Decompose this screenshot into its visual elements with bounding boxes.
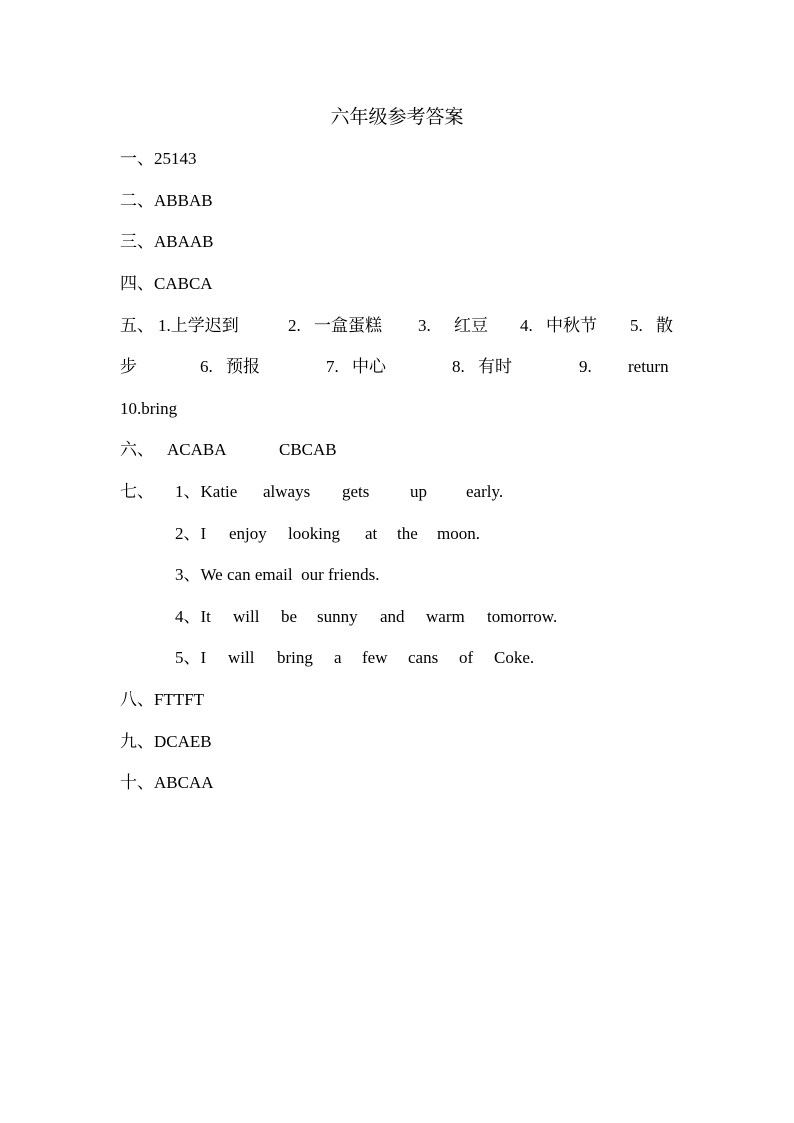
section-5-number: 五、 xyxy=(120,316,154,335)
section-8 xyxy=(120,688,204,712)
sentence-word: 2、I xyxy=(175,524,207,543)
section-7-number: 七、 xyxy=(120,482,154,501)
section-7-sentence-5 xyxy=(120,646,580,670)
section-4-number: 四、 xyxy=(120,274,154,293)
sentence-word: up xyxy=(410,482,427,501)
sentence-word: and xyxy=(380,607,405,626)
section-5-item: 散 xyxy=(656,316,673,335)
section-2 xyxy=(120,189,213,213)
section-7-sentence-2 xyxy=(120,522,540,546)
section-1-answer: 25143 xyxy=(154,149,197,168)
section-3-number: 三、 xyxy=(120,232,154,251)
section-5-item: 7. xyxy=(326,357,339,376)
section-4 xyxy=(120,272,213,296)
sentence-word: moon. xyxy=(437,524,480,543)
section-5-item: 9. xyxy=(579,357,592,376)
section-5-line-3 xyxy=(120,397,177,421)
section-6-answer-b: CBCAB xyxy=(279,440,337,459)
section-5-item: 中心 xyxy=(352,357,386,376)
section-1-number: 一、 xyxy=(120,149,154,168)
section-6-number: 六、 xyxy=(120,440,154,459)
section-8-number: 八、 xyxy=(120,690,154,709)
sentence-word: a xyxy=(334,648,342,667)
section-5-item: 10.bring xyxy=(120,399,178,418)
sentence-word: of xyxy=(459,648,474,667)
section-5-item: 预报 xyxy=(226,357,260,376)
section-5-item: 2. xyxy=(288,316,301,335)
section-6 xyxy=(120,438,420,462)
sentence-word: 5、I xyxy=(175,648,207,667)
section-4-answer: CABCA xyxy=(154,274,213,293)
sentence-word: cans xyxy=(408,648,439,667)
section-10-answer: ABCAA xyxy=(154,773,214,792)
section-2-answer: ABBAB xyxy=(154,191,213,210)
section-5-item: 8. xyxy=(452,357,465,376)
sentence-word: always xyxy=(263,482,311,501)
sentence-word: 1、Katie xyxy=(175,482,238,501)
section-5-item: 4. xyxy=(520,316,533,335)
sentence-word: few xyxy=(362,648,388,667)
section-9 xyxy=(120,730,212,754)
section-9-answer: DCAEB xyxy=(154,732,212,751)
page-title: 六年级参考答案 xyxy=(330,107,464,128)
sentence-word: the xyxy=(397,524,418,543)
section-8-answer: FTTFT xyxy=(154,690,205,709)
sentence-word: warm xyxy=(426,607,465,626)
section-10-number: 十、 xyxy=(120,773,154,792)
section-9-number: 九、 xyxy=(120,732,154,751)
section-5-item: 中秋节 xyxy=(546,316,597,335)
section-1 xyxy=(120,147,197,171)
sentence-word: enjoy xyxy=(229,524,267,543)
section-5-item: 5. xyxy=(630,316,643,335)
sentence-word: at xyxy=(365,524,378,543)
sentence-word: Coke. xyxy=(494,648,535,667)
sentence-word: will xyxy=(233,607,260,626)
section-5-item: 3. xyxy=(418,316,431,335)
sentence-word: gets xyxy=(342,482,370,501)
section-5-line-1 xyxy=(120,314,680,338)
sentence-word: 4、It xyxy=(175,607,211,626)
section-5-item: 有时 xyxy=(478,357,512,376)
section-5-line-2 xyxy=(120,355,680,379)
section-10 xyxy=(120,771,214,795)
sentence-word: sunny xyxy=(317,607,358,626)
section-5-item: 步 xyxy=(120,357,137,376)
section-3 xyxy=(120,230,214,254)
sentence-word: tomorrow. xyxy=(487,607,558,626)
section-7-sentence-1 xyxy=(120,480,540,504)
sentence-word: early. xyxy=(466,482,504,501)
section-5-item: 6. xyxy=(200,357,213,376)
sentence-word: looking xyxy=(288,524,340,543)
section-6-answer-a: ACABA xyxy=(167,440,227,459)
section-2-number: 二、 xyxy=(120,191,154,210)
section-5-item: 红豆 xyxy=(454,316,488,335)
section-7-sentence-4 xyxy=(120,605,580,629)
section-7-sentence-3 xyxy=(120,563,540,587)
section-5-item: 1.上学迟到 xyxy=(158,316,239,335)
section-3-answer: ABAAB xyxy=(154,232,214,251)
section-5-item: 一盒蛋糕 xyxy=(314,316,382,335)
sentence-text: 3、We can email our friends. xyxy=(175,565,380,584)
sentence-word: will xyxy=(228,648,255,667)
sentence-word: be xyxy=(281,607,298,626)
sentence-word: bring xyxy=(277,648,313,667)
section-5-item: return xyxy=(628,357,669,376)
